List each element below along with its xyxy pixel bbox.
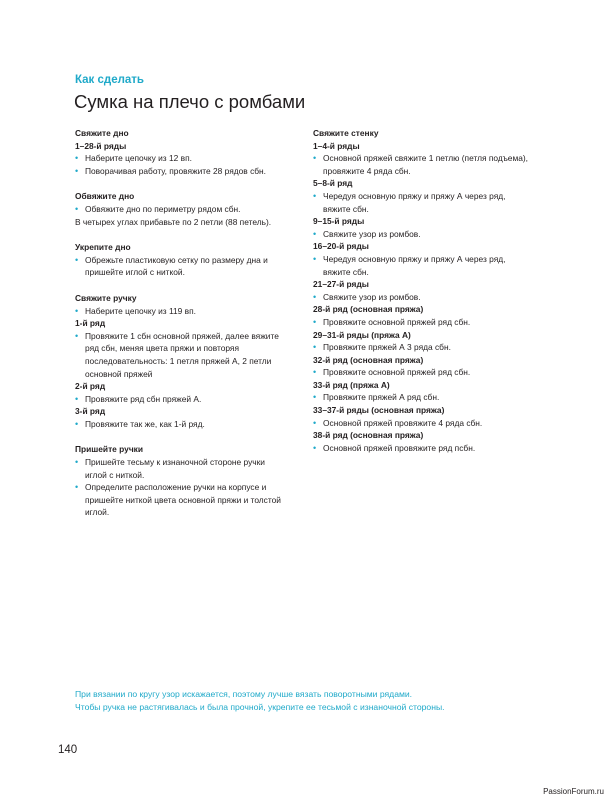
left-column xyxy=(75,127,287,532)
bullet-icon: • xyxy=(313,392,317,403)
bullet-item: • Наберите цепочку из 119 вп. xyxy=(75,305,196,316)
bullet-icon: • xyxy=(313,442,317,453)
section-heading: Пришейте ручки xyxy=(75,444,144,455)
bullet-icon: • xyxy=(75,418,79,429)
bullet-item: • Провяжите основной пряжей ряд сбн. xyxy=(313,367,471,378)
row-heading: 2-й ряд xyxy=(75,381,106,392)
section-reinforce xyxy=(75,241,287,279)
section-heading: Обвяжите дно xyxy=(75,191,135,202)
bullet-item: • Обвяжите дно по периметру рядом сбн. xyxy=(75,203,241,214)
bullet-icon: • xyxy=(75,254,79,265)
section-bottom xyxy=(75,127,287,177)
bullet-item: • Провяжите ряд сбн пряжей А. xyxy=(75,393,202,404)
bullet-item: • Наберите цепочку из 12 вп. xyxy=(75,153,192,164)
tip-line: Чтобы ручка не растягивалась и была прочной, укрепите ее тесьмой с изнаночной стороны. xyxy=(75,701,445,712)
section-edge xyxy=(75,190,287,228)
bullet-item: • Определите расположение ручки на корпусе и пришейте ниткой цвета основной пряжи и толстой иглой. xyxy=(75,482,281,518)
watermark: PassionForum.ru xyxy=(543,787,604,796)
row-heading: 16–20-й ряды xyxy=(313,241,369,252)
bullet-item: • Провяжите пряжей А ряд сбн. xyxy=(313,392,440,403)
bullet-icon: • xyxy=(313,316,317,327)
bullet-item: • Провяжите пряжей А 3 ряда сбн. xyxy=(313,342,451,353)
bullet-icon: • xyxy=(313,190,317,201)
row-heading: 9–15-й ряды xyxy=(313,216,365,227)
bullet-item: • Основной пряжей свяжите 1 петлю (петля подъема), провяжите 4 ряда сбн. xyxy=(313,153,528,176)
section-heading: Свяжите стенку xyxy=(313,128,379,138)
section-heading: Укрепите дно xyxy=(75,242,131,253)
bullet-icon: • xyxy=(313,228,317,239)
bullet-icon: • xyxy=(313,291,317,302)
bullet-item: • Чередуя основную пряжу и пряжу А через ряд, вяжите сбн. xyxy=(313,190,506,214)
row-heading: 38-й ряд (основная пряжа) xyxy=(313,430,424,441)
page-title: Сумка на плечо с ромбами xyxy=(74,91,306,112)
tip-line: При вязании по кругу узор искажается, поэтому лучше вязать поворотными рядами. xyxy=(75,689,413,699)
bullet-item: • Обрежьте пластиковую сетку по размеру дна и пришейте иглой с ниткой. xyxy=(75,254,268,278)
bullet-item: • Основной пряжей провяжите ряд псбн. xyxy=(313,442,476,453)
row-heading: 33–37-й ряды (основная пряжа) xyxy=(313,405,445,416)
bullet-icon: • xyxy=(75,305,79,316)
section-attach xyxy=(75,443,287,519)
page-number: 140 xyxy=(58,744,78,756)
row-heading: 33-й ряд (пряжа А) xyxy=(313,379,390,390)
row-heading: 21–27-й ряды xyxy=(313,279,369,290)
bullet-icon: • xyxy=(75,330,79,341)
section-handle xyxy=(75,292,287,431)
bullet-icon: • xyxy=(313,153,317,164)
plain-text: В четырех углах прибавьте по 2 петли (88 петель). xyxy=(75,216,272,227)
bullet-icon: • xyxy=(313,342,317,353)
bullet-item: • Провяжите 1 сбн основной пряжей, далее вяжите ряд сбн, меняя цвета пряжи и повторяя последовательность: 1 петля пряжей А, 2 петли основной пряжей xyxy=(75,330,279,379)
section-heading: Свяжите дно xyxy=(75,128,129,138)
row-heading: 5–8-й ряд xyxy=(313,178,353,189)
bullet-icon: • xyxy=(75,457,79,468)
row-heading: 28-й ряд (основная пряжа) xyxy=(313,304,424,315)
right-column xyxy=(313,127,528,454)
row-heading: 32-й ряд (основная пряжа) xyxy=(313,354,424,365)
bullet-icon: • xyxy=(75,203,79,214)
row-heading: 1–28-й ряды xyxy=(75,140,127,151)
section-heading: Свяжите ручку xyxy=(75,292,137,303)
bullet-icon: • xyxy=(75,165,79,176)
section-kicker: Как сделать xyxy=(75,74,144,86)
bullet-icon: • xyxy=(75,482,79,493)
row-heading: 29–31-й ряды (пряжа А) xyxy=(313,329,411,340)
bullet-icon: • xyxy=(75,393,79,404)
row-heading: 3-й ряд xyxy=(75,406,106,417)
bullet-item: • Основной пряжей провяжите 4 ряда сбн. xyxy=(313,417,483,428)
row-heading: 1-й ряд xyxy=(75,318,106,329)
bullet-item: • Пришейте тесьму к изнаночной стороне ручки иглой с ниткой. xyxy=(75,457,265,480)
row-heading: 1–4-й ряды xyxy=(313,140,360,151)
bullet-item: • Свяжите узор из ромбов. xyxy=(313,291,421,302)
bullet-item: • Провяжите основной пряжей ряд сбн. xyxy=(313,316,471,327)
bullet-item: • Провяжите так же, как 1-й ряд. xyxy=(75,418,205,429)
bullet-item: • Чередуя основную пряжу и пряжу А через ряд, вяжите сбн. xyxy=(313,253,506,277)
tip-note xyxy=(75,688,545,713)
bullet-icon: • xyxy=(313,253,317,264)
bullet-icon: • xyxy=(313,367,317,378)
bullet-icon: • xyxy=(313,417,317,428)
bullet-item: • Свяжите узор из ромбов. xyxy=(313,228,421,239)
bullet-icon: • xyxy=(75,153,79,164)
bullet-item: • Поворачивая работу, провяжите 28 рядов сбн. xyxy=(75,165,267,176)
